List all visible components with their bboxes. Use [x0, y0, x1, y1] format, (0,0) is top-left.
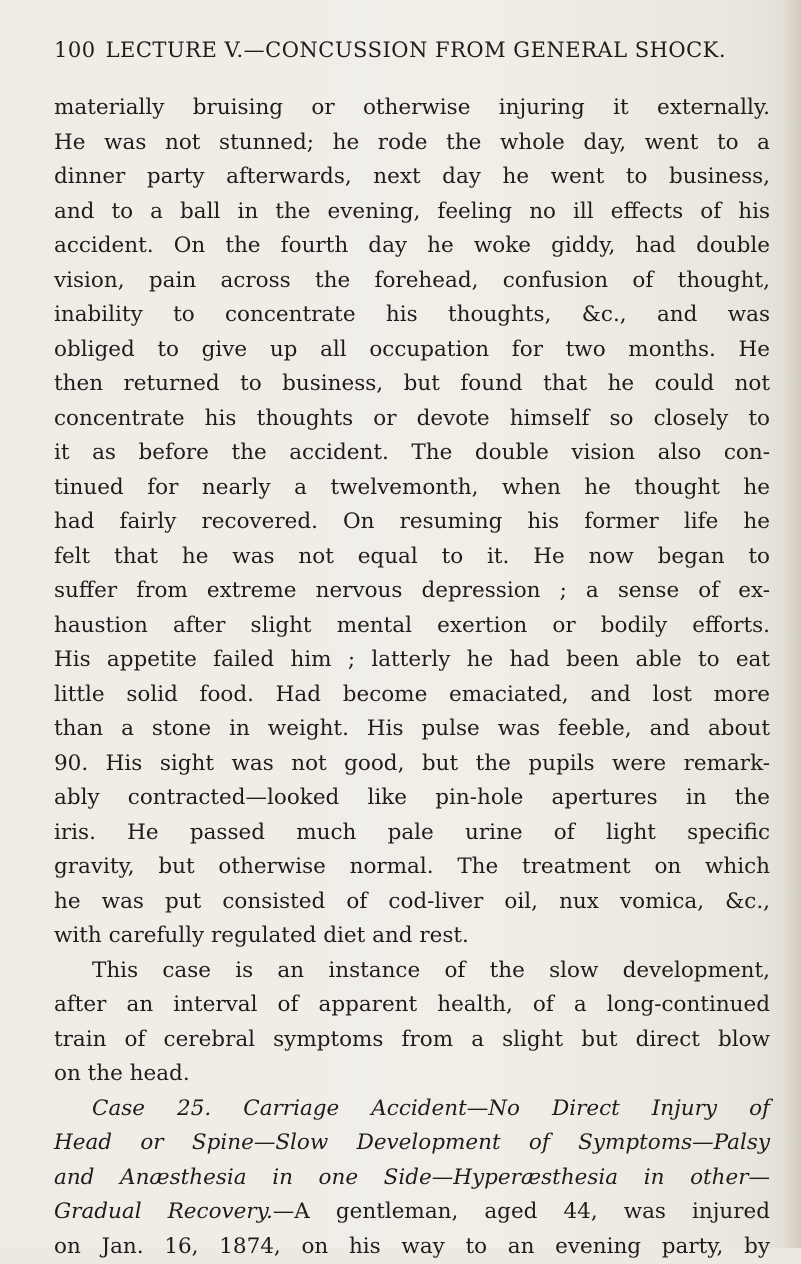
text-line: then returned to business, but found that he could not — [54, 367, 770, 402]
text-line: dinner party afterwards, next day he went to business, — [54, 160, 770, 195]
text-line: He was not stunned; he rode the whole day, went to a — [54, 126, 770, 161]
text-line: and to a ball in the evening, feeling no ill effects of his — [54, 195, 770, 230]
text-line: train of cerebral symptoms from a slight but direct blow — [54, 1023, 770, 1058]
running-header — [54, 38, 774, 62]
text-line: obliged to give up all occupation for two months. He — [54, 333, 770, 368]
text-line: concentrate his thoughts or devote himself so closely to — [54, 402, 770, 437]
text-line: tinued for nearly a twelvemonth, when he thought he — [54, 471, 770, 506]
text-line: on Jan. 16, 1874, on his way to an evening party, by — [54, 1230, 770, 1264]
text-line: he was put consisted of cod-liver oil, nux vomica, &c., — [54, 885, 770, 920]
text-line: had fairly recovered. On resuming his former life he — [54, 505, 770, 540]
text-line: iris. He passed much pale urine of light specific — [54, 816, 770, 851]
text-line: gravity, but otherwise normal. The treatment on which — [54, 850, 770, 885]
case-heading-final-line — [54, 1195, 770, 1230]
page-edge-shadow — [783, 0, 801, 1248]
text-line: ably contracted—looked like pin-hole apertures in the — [54, 781, 770, 816]
case-heading-italic: Gradual Recovery. — [54, 1199, 273, 1224]
text-line: little solid food. Had become emaciated, and lost more — [54, 678, 770, 713]
text-line: after an interval of apparent health, of a long-continued — [54, 988, 770, 1023]
case-heading-line: Head or Spine—Slow Development of Symptoms—Palsy — [54, 1126, 770, 1161]
text-line: accident. On the fourth day he woke giddy, had double — [54, 229, 770, 264]
page-number: 100 — [54, 38, 96, 62]
text-line: inability to concentrate his thoughts, &c., and was — [54, 298, 770, 333]
text-line: than a stone in weight. His pulse was feeble, and about — [54, 712, 770, 747]
case-heading-line: and Anæsthesia in one Side—Hyperæsthesia in other— — [54, 1161, 770, 1196]
text-line: materially bruising or otherwise injuring it externally. — [54, 91, 770, 126]
paragraph-start-line: This case is an instance of the slow development, — [54, 954, 770, 989]
text-line: felt that he was not equal to it. He now began to — [54, 540, 770, 575]
text-line: haustion after slight mental exertion or bodily efforts. — [54, 609, 770, 644]
paragraph-end-line: on the head. — [54, 1057, 770, 1092]
text-line: suffer from extreme nervous depression ; a sense of ex- — [54, 574, 770, 609]
paragraph-end-line: with carefully regulated diet and rest. — [54, 919, 770, 954]
body-text — [54, 91, 770, 1264]
text-line: it as before the accident. The double vision also con- — [54, 436, 770, 471]
case-heading-line: Case 25. Carriage Accident—No Direct Injury of — [54, 1092, 770, 1127]
case-text-start: —A gentleman, aged 44, was injured — [273, 1199, 770, 1224]
text-line: His appetite failed him ; latterly he had been able to eat — [54, 643, 770, 678]
text-line: vision, pain across the forehead, confusion of thought, — [54, 264, 770, 299]
running-title: LECTURE V.—CONCUSSION FROM GENERAL SHOCK. — [106, 38, 726, 62]
text-line: 90. His sight was not good, but the pupils were remark- — [54, 747, 770, 782]
